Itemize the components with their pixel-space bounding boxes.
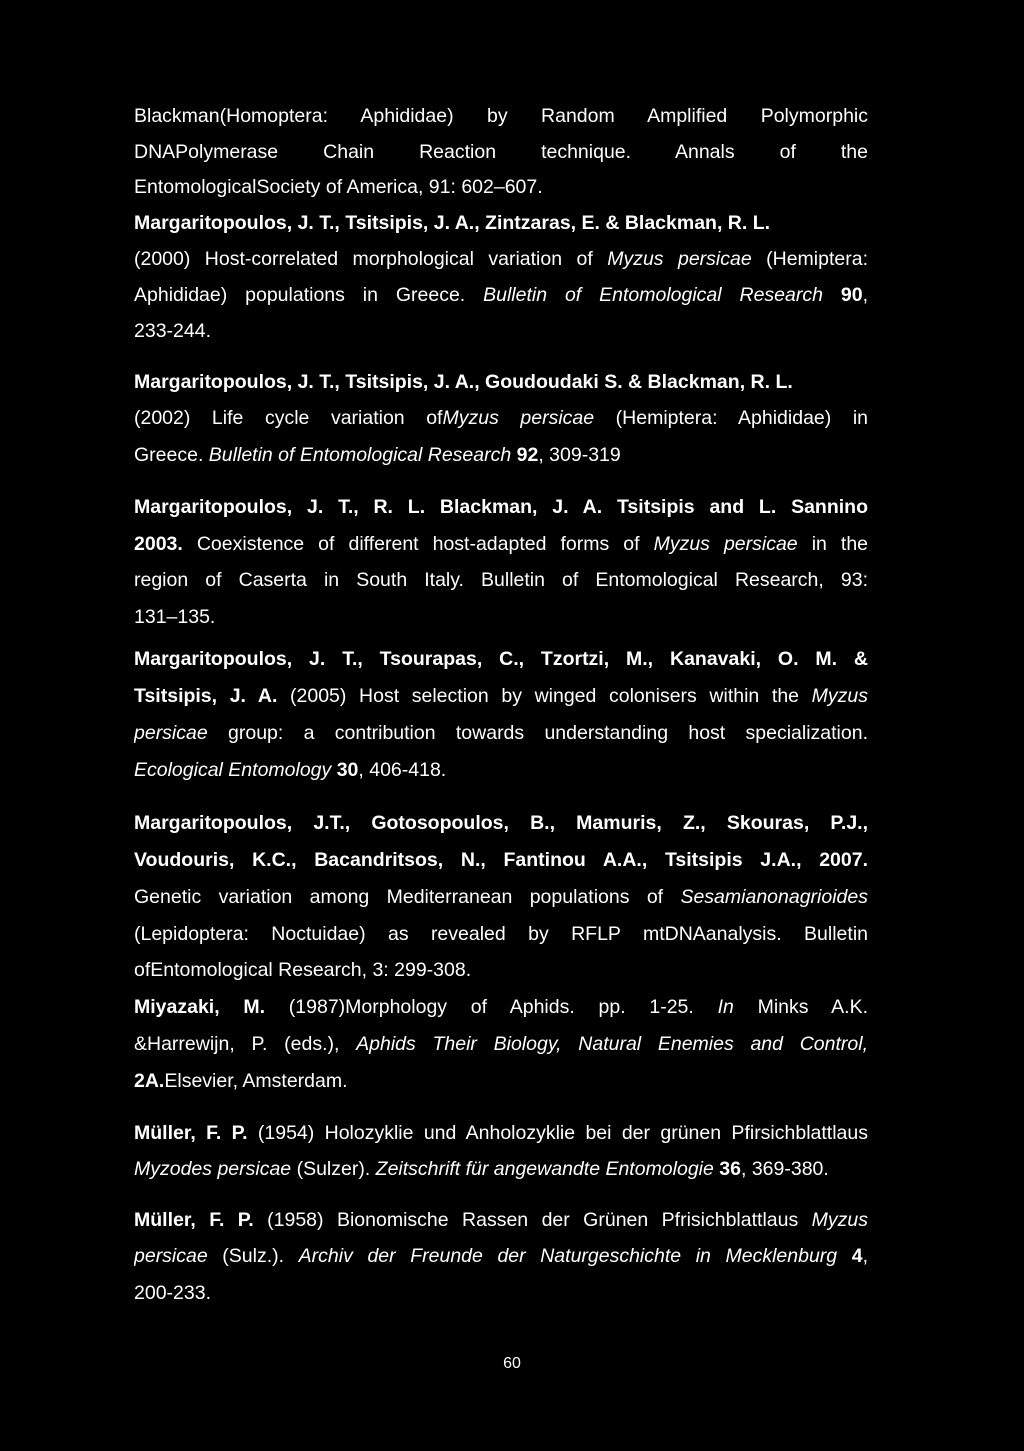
reference-text: Voudouris, K.C., Bacandritsos, N., Fantinou A.A., Tsitsipis J.A., 2007. [134, 849, 868, 871]
reference-line [134, 282, 868, 308]
reference-line [134, 318, 868, 344]
reference-line [134, 1120, 868, 1146]
reference-line [134, 1068, 868, 1094]
reference-text: 4 [851, 1245, 863, 1267]
reference-line [134, 1156, 868, 1182]
reference-text: Müller, F. P. [134, 1122, 248, 1144]
reference-line [134, 246, 868, 272]
reference-line [134, 884, 868, 910]
reference-line [134, 1207, 868, 1233]
reference-text: (Hemiptera: [751, 248, 868, 270]
reference-text: Myzus persicae [607, 248, 752, 270]
reference-line [134, 604, 868, 630]
reference-line [134, 646, 868, 672]
reference-text: Myzus persicae [442, 407, 595, 429]
reference-text: 200-233. [134, 1282, 211, 1304]
reference-text: Sesamianonagrioides [680, 886, 868, 908]
reference-text: (Sulz.). [207, 1245, 299, 1267]
reference-text: Margaritopoulos, J. T., Tsitsipis, J. A., Zintzaras, E. & Blackman, R. L. [134, 212, 771, 234]
page-number: 60 [503, 1355, 521, 1372]
reference-text: persicae [134, 1245, 208, 1267]
reference-line [134, 405, 868, 431]
reference-line [134, 957, 868, 983]
reference-text: Genetic variation among Mediterranean populations of [134, 886, 681, 908]
reference-text: persicae [134, 722, 208, 744]
reference-text: Margaritopoulos, J. T., Tsitsipis, J. A., Goudoudaki S. & Blackman, R. L. [134, 371, 793, 393]
reference-text: Bulletin of Entomological Research [208, 444, 512, 466]
reference-text: Aphids Their Biology, Natural Enemies and Control, [356, 1033, 868, 1055]
reference-text: Greece. [134, 444, 209, 466]
reference-text [837, 1245, 852, 1267]
reference-line [134, 210, 868, 236]
reference-text: DNAPolymerase Chain Reaction technique. Annals of the [134, 141, 868, 163]
reference-text: Margaritopoulos, J. T., Tsourapas, C., Tzortzi, M., Kanavaki, O. M. & [134, 648, 868, 670]
reference-text: Müller, F. P. [134, 1209, 254, 1231]
reference-line [134, 174, 868, 200]
reference-text: Elsevier, Amsterdam. [164, 1070, 348, 1092]
reference-text: EntomologicalSociety of America, 91: 602–607. [134, 176, 543, 198]
reference-line [134, 442, 868, 468]
reference-text: 2003. [134, 533, 183, 555]
reference-text: Ecological Entomology [134, 759, 332, 781]
reference-line [134, 1031, 868, 1057]
reference-text: Myzodes persicae [134, 1158, 292, 1180]
reference-line [134, 810, 868, 836]
reference-text: 90 [840, 284, 863, 306]
reference-text: (1958) Bionomische Rassen der Grünen Pfrisichblattlaus [253, 1209, 812, 1231]
reference-line [134, 994, 868, 1020]
reference-text: (Lepidoptera: Noctuidae) as revealed by RFLP mtDNAanalysis. Bulletin [134, 923, 868, 945]
reference-line [134, 369, 868, 395]
reference-text: (1987)Morphology of Aphids. pp. 1-25. [265, 996, 718, 1018]
reference-text: , 406-418. [358, 759, 447, 781]
reference-text: Blackman(Homoptera: Aphididae) by Random Amplified Polymorphic [134, 105, 868, 127]
reference-text: in the [797, 533, 868, 555]
reference-text: Zeitschrift für angewandte Entomologie [375, 1158, 714, 1180]
reference-text: , 309-319 [538, 444, 621, 466]
reference-text: Myzus [811, 685, 868, 707]
reference-text: 92 [516, 444, 539, 466]
reference-text: (2005) Host selection by winged colonisers within the [277, 685, 812, 707]
reference-line [134, 921, 868, 947]
reference-text: region of Caserta in South Italy. Bulletin of Entomological Research, 93: [134, 569, 868, 591]
reference-text: Archiv der Freunde der Naturgeschichte in Mecklenburg [298, 1245, 838, 1267]
reference-text: 2A. [134, 1070, 165, 1092]
reference-text: Minks A.K. [733, 996, 868, 1018]
reference-line [134, 683, 868, 709]
reference-text: 131–135. [134, 606, 216, 628]
reference-line [134, 1280, 868, 1306]
reference-line [134, 720, 868, 746]
reference-text: &Harrewijn, P. (eds.), [134, 1033, 357, 1055]
reference-line [134, 847, 868, 873]
reference-text: group: a contribution towards understanding host specialization. [207, 722, 868, 744]
reference-text: 233-244. [134, 320, 211, 342]
reference-line [134, 1243, 868, 1269]
reference-text: Coexistence of different host-adapted forms of [182, 533, 654, 555]
reference-text: (Hemiptera: Aphididae) in [594, 407, 868, 429]
reference-text: (Sulzer). [291, 1158, 376, 1180]
reference-line [134, 757, 868, 783]
reference-text: Miyazaki, M. [134, 996, 266, 1018]
reference-text: In [717, 996, 734, 1018]
reference-text: Margaritopoulos, J.T., Gotosopoulos, B., Mamuris, Z., Skouras, P.J., [134, 812, 868, 834]
reference-text: Bulletin of Entomological Research [483, 284, 823, 306]
reference-text: 36 [719, 1158, 741, 1180]
reference-text: Myzus persicae [653, 533, 798, 555]
reference-text: Margaritopoulos, J. T., R. L. Blackman, J. A. Tsitsipis and L. Sannino [134, 496, 868, 518]
reference-text: (2002) Life cycle variation of [134, 407, 443, 429]
reference-line [134, 567, 868, 593]
reference-text: , [862, 1245, 868, 1267]
reference-text: 30 [336, 759, 359, 781]
reference-line [134, 531, 868, 557]
reference-text: (1954) Holozyklie und Anholozyklie bei der grünen Pfirsichblattlaus [247, 1122, 868, 1144]
reference-text: Tsitsipis, J. A. [134, 685, 278, 707]
reference-line [134, 103, 868, 129]
reference-line [134, 139, 868, 165]
reference-text: (2000) Host-correlated morphological variation of [134, 248, 608, 270]
reference-text: , [862, 284, 868, 306]
reference-text: Aphididae) populations in Greece. [134, 284, 484, 306]
reference-line [134, 494, 868, 520]
reference-text: ofEntomological Research, 3: 299-308. [134, 959, 472, 981]
reference-text: Myzus [811, 1209, 868, 1231]
reference-text [823, 284, 841, 306]
reference-text: , 369-380. [740, 1158, 829, 1180]
